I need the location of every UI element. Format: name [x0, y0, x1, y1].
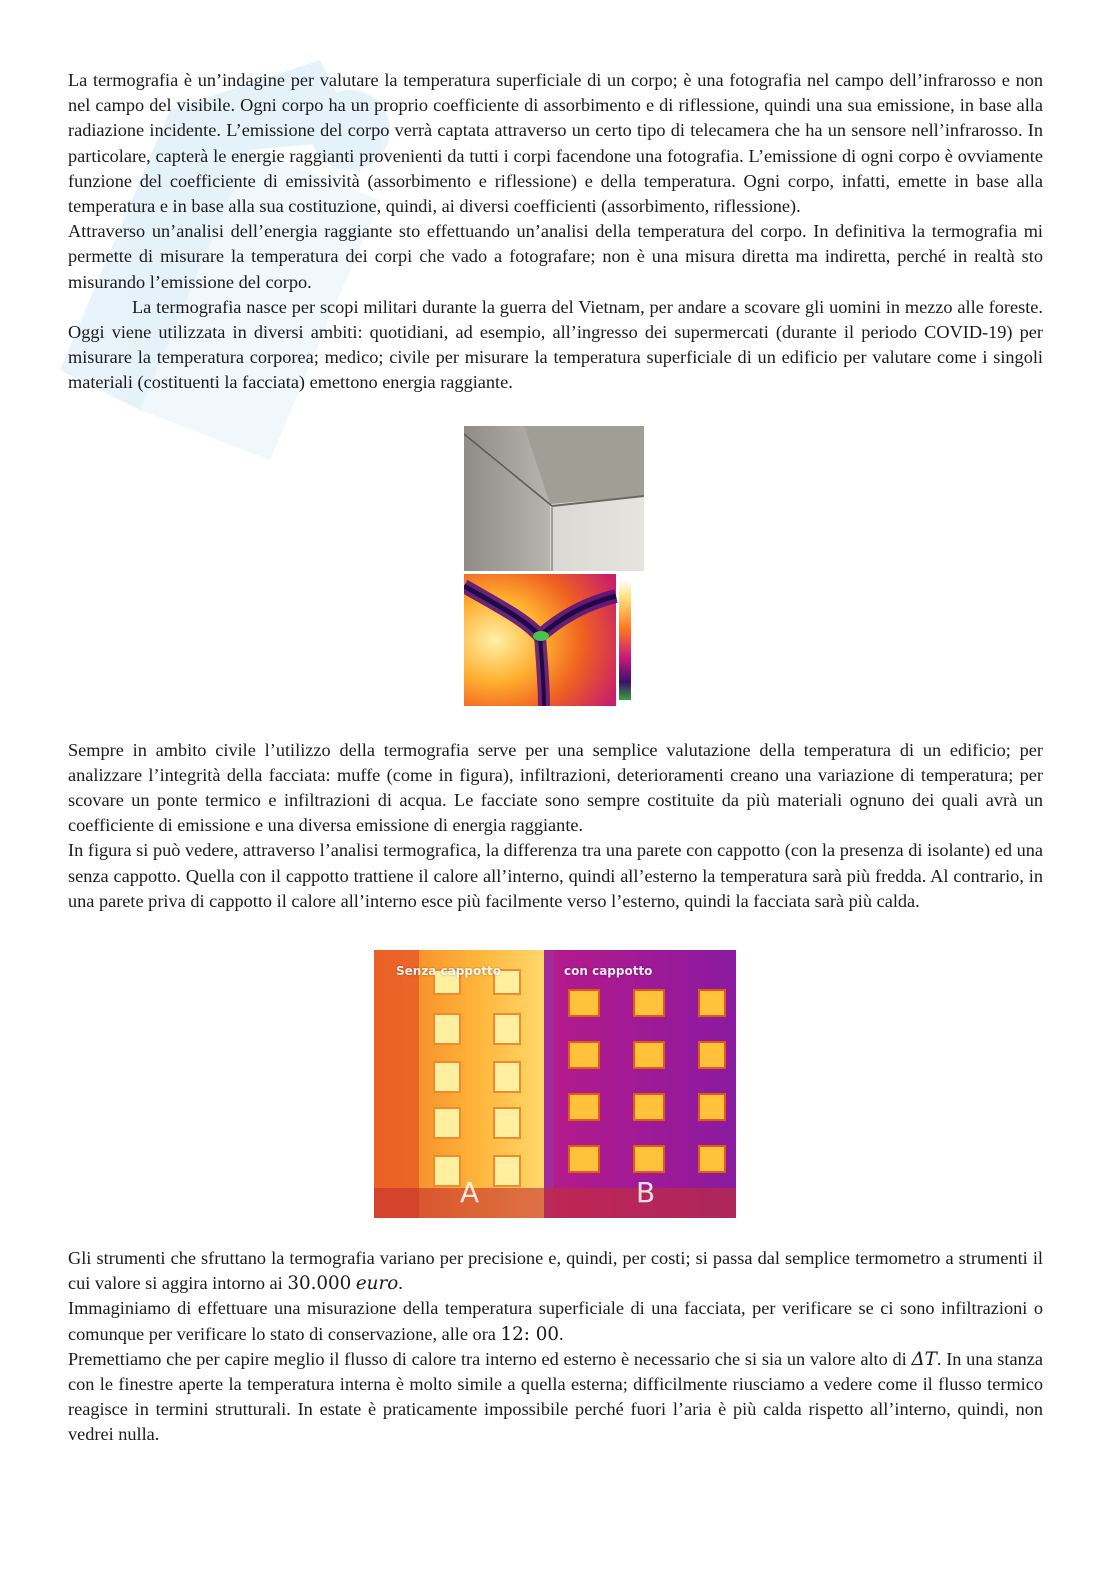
paragraph-civil-use: Sempre in ambito civile l’utilizzo della termografia serve per una semplice valutazione della temperatura di un edificio; per analizzare l’integrità della facciata: muffe (come in figura), infiltrazioni, deterioramenti creano una variazione di temperatura; per scovare un ponte termico e infiltrazioni di acqua. Le facciate sono sempre costituite da più materiali ognuno dei quali avrà un coefficiente di emissione e una diversa emissione di energia raggiante. [68, 739, 1043, 836]
symbol-delta-t: ΔT [911, 1348, 937, 1370]
figure-mold-corner [464, 426, 644, 706]
figure-facade-comparison [374, 950, 736, 1218]
value-time: 12: 00 [500, 1323, 559, 1345]
letter-b: B [636, 1176, 656, 1210]
paragraph-energy-analysis: Attraverso un’analisi dell’energia raggiante sto effettuando un’analisi della temperatura del corpo. In definitiva la termografia mi permette di misurare la temperatura dei corpi che vado a fotografare; non è una misura diretta ma indiretta, perché in realtà sto misurando l’emissione del corpo. [68, 221, 1043, 292]
label-with-insulation: con cappotto [564, 964, 653, 979]
paragraph-measurement: Immaginiamo di effettuare una misurazione della temperatura superficiale di una facciata, per verificare se ci sono infiltrazioni o comunque per verificare lo stato di conservazione, alle ora 12: 00. [68, 1298, 1043, 1345]
paragraph-delta-t: Premettiamo che per capire meglio il flusso di calore tra interno ed esterno è necessario che si sia un valore alto di ΔT. In una stanza con le finestre aperte la temperatura interna è molto simile a quella esterna; difficilmente riusciamo a vedere come il flusso termico reagisce in termini strutturali. In estate è praticamente impossibile perché fuori l’aria è più calda rispetto all’interno, quindi, non vedrei nulla. [68, 1348, 1043, 1445]
paragraph-history: La termografia nasce per scopi militari durante la guerra del Vietnam, per andare a scovare gli uomini in mezzo alle foreste. Oggi viene utilizzata in diversi ambiti: quotidiani, ad esempio, all’ingresso dei supermercati (durante il periodo COVID-19) per misurare la temperatura corporea; medico; civile per misurare la temperatura superficiale di un edificio per valutare come i singoli materiali (costituenti la facciata) emettono energia raggiante. [68, 296, 1043, 393]
paragraph-insulation-comparison: In figura si può vedere, attraverso l’analisi termografica, la differenza tra una parete con cappotto (con la presenza di isolante) ed una senza cappotto. Quella con il cappotto trattiene il calore all’interno, quindi all’esterno la temperatura sarà più fredda. Al contrario, in una parete priva di cappotto il calore all’interno esce più facilmente verso l’esterno, quindi la facciata sarà più calda. [68, 840, 1043, 911]
paragraph-intro: La termografia è un’indagine per valutare la temperatura superficiale di un corpo; è una fotografia nel campo dell’infrarosso e non nel campo del visibile. Ogni corpo ha un proprio coefficiente di assorbimento e di riflessione, quindi una sua emissione, in base alla radiazione incidente. L’emissione del corpo verrà captata attraverso un certo tipo di telecamera che ha un sensore nell’infrarosso. In particolare, capterà le energie raggianti provenienti da tutti i corpi facendone una fotografia. L’emissione di ogni corpo è ovviamente funzione del coefficiente di emissività (assorbimento e riflessione) e della temperatura. Ogni corpo, infatti, emette in base alla temperatura e in base alla sua costituzione, quindi, ai diversi coefficienti (assorbimento, riflessione). [68, 70, 1043, 217]
facade-thermogram [374, 950, 736, 1218]
label-without-insulation: Senza cappotto [396, 964, 501, 979]
paragraph-instrument-cost: Gli strumenti che sfruttano la termografia variano per precisione e, quindi, per costi; si passa dal semplice termometro a strumenti il cui valore si aggira intorno ai 30.000 euro. [68, 1248, 1043, 1295]
corner-thermogram [464, 574, 644, 706]
document-page [68, 68, 1043, 1448]
corner-photo [464, 426, 644, 571]
letter-a: A [460, 1176, 480, 1210]
value-cost: 30.000 [287, 1273, 352, 1295]
unit-euro: euro [355, 1273, 399, 1295]
